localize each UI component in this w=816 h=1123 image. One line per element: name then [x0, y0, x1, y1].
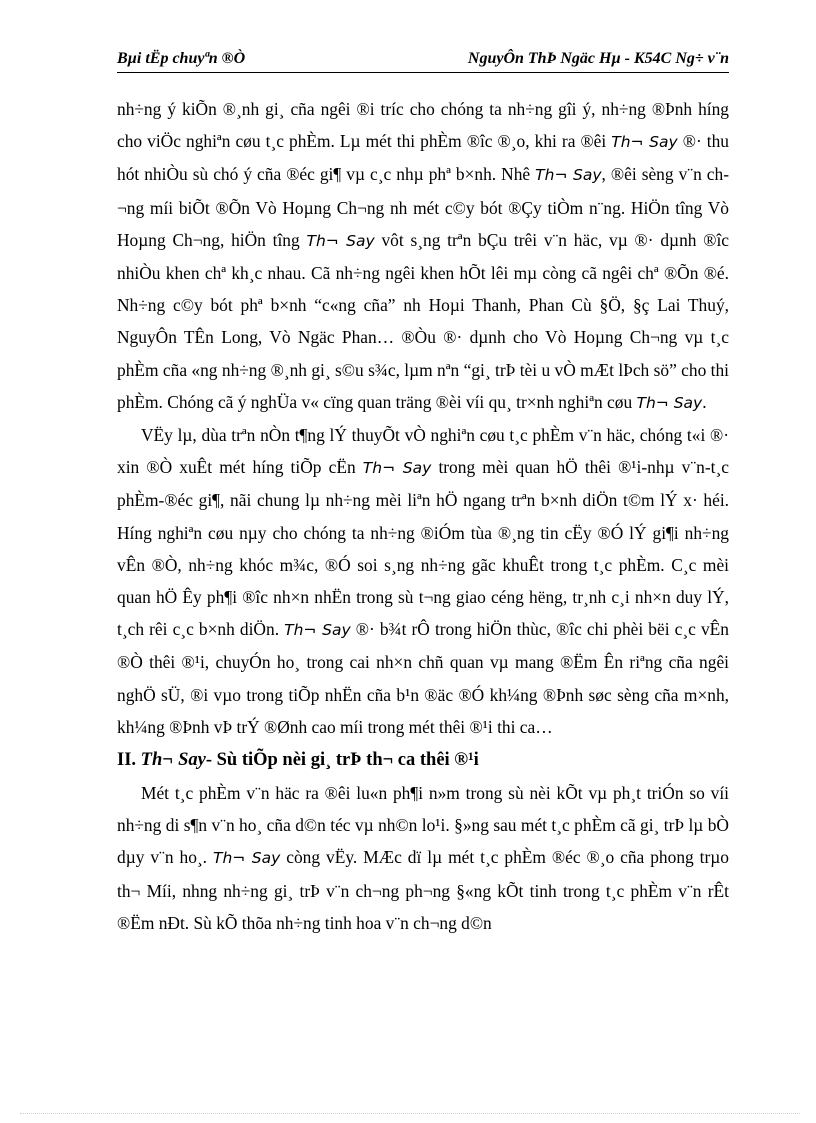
paragraph-1: nh÷ng ý kiÕn ®¸nh gi¸ cña ngêi ®i tríc cho chóng ta nh÷ng gîi ý, nh÷ng ®Þnh híng cho viÖc nghiªn cøu t¸c phÈm. Lµ mét thi phÈm ®îc ®¸o, khi ra ®êi Th¬ Say ®· thu hót nhiÒu sù chó ý cña ®éc gi¶ vµ c¸c nhµ phª b×nh. Nhê Th¬ Say, ®êi sèng v¨n ch¬ng míi biÕt ®Õn Vò Hoµng Ch¬ng nh mét c©y bót ®Çy tiÒm n¨ng. HiÖn tîng Vò Hoµng Ch¬ng, hiÖn tîng Th¬ Say vôt s¸ng trªn bÇu trêi v¨n häc, vµ ®· dµnh ®îc nhiÒu khen chª kh¸c nhau. Cã nh÷ng ngêi khen hÕt lêi mµ còng cã ngêi chª ®Õn ®é. Nh÷ng c©y bót phª b×nh “c«ng cña” nh Hoµi Thanh, Phan Cù §Ö, §ç Lai Thuý, NguyÔn TÊn Long, Vò Ngäc Phan… ®Òu ®· dµnh cho Vò Hoµng Ch¬ng vµ t¸c phÈm cña «ng nh÷ng ®¸nh gi¸ s©u s¾c, lµm nªn “gi¸ trÞ tèi u vÒ mÆt lÞch sö” cho thi phÈm. Chóng cã ý nghÜa v« cïng quan träng ®èi víi qu¸ tr×nh nghiªn cøu Th¬ Say.	[117, 99, 730, 412]
paragraph-2: VËy lµ, dùa trªn nÒn t¶ng lÝ thuyÕt vÒ nghiªn cøu t¸c phÈm v¨n häc, chóng t«i ®· xin ®Ò xuÊt mét híng tiÕp cËn Th¬ Say trong mèi quan hÖ thêi ®¹i-nhµ v¨n-t¸c phÈm-®éc gi¶, nãi chung lµ nh÷ng mèi liªn hÖ ngang trªn b×nh diÖn t©m lÝ x· héi. Híng nghiªn cøu nµy cho chóng ta nh÷ng ®iÓm tùa ®¸ng tin cËy ®Ó lÝ gi¶i nh÷ng vÊn ®Ò, nh÷ng khóc m¾c, ®Ó soi s¸ng nh÷ng gãc khuÊt trong t¸c phÈm. C¸c mèi quan hÖ Êy ph¶i ®îc nh×n nhËn trong sù t¬ng giao céng hëng, tr¸nh c¸i nh×n duy lÝ, t¸ch rêi c¸c b×nh diÖn. Th¬ Say ®· b¾t rÔ trong hiÖn thùc, ®îc chi phèi bëi c¸c vÊn ®Ò thêi ®¹i, chuyÓn ho¸ trong cai nh×n chñ quan vµ mang ®Ëm Ên riªng cña ngêi nghÖ sÜ, ®i vµo trong tiÕp nhËn cña b¹n ®äc ®Ó kh¼ng ®Þnh søc sèng cña m×nh, kh¼ng ®Þnh vÞ trÝ ®Ønh cao míi trong mét thêi ®¹i thi ca…	[117, 425, 729, 737]
work-title: Th¬ Say	[535, 166, 602, 185]
paragraph-3: Mét t¸c phÈm v¨n häc ra ®êi lu«n ph¶i n»m trong sù nèi kÕt vµ ph¸t triÓn so víi nh÷ng di s¶n v¨n ho¸ cña d©n téc vµ nh©n lo¹i. §»ng sau mét t¸c phÈm cã gi¸ trÞ lµ bÒ dµy v¨n ho¸. Th¬ Say còng vËy. MÆc dï lµ mét t¸c phÈm ®éc ®¸o cña phong trµo th¬ Míi, nhng nh÷ng gi¸ trÞ v¨n ch¬ng ph¬ng §«ng kÕt tinh trong t¸c phÈm v¨n rÊt ®Ëm nÐt. Sù kÕ thõa nh÷ng tinh hoa v¨n ch¬ng d©n	[117, 783, 729, 933]
work-title: Th¬ Say	[306, 231, 375, 250]
header-course-title: Bµi tËp chuyªn ®Ò	[117, 50, 246, 67]
header-author: NguyÔn ThÞ Ngäc Hµ - K54C Ng÷ v¨n	[467, 50, 729, 67]
work-title: Th¬ Say	[212, 849, 281, 868]
page-bottom-edge	[20, 1113, 800, 1114]
section-work-title: Th¬ Say	[140, 750, 206, 771]
work-title: Th¬ Say	[362, 459, 432, 478]
work-title: Th¬ Say	[284, 621, 351, 640]
work-title: Th¬ Say	[636, 393, 703, 412]
section-number: II.	[117, 750, 137, 771]
document-body	[117, 93, 729, 939]
page-header	[117, 50, 729, 72]
work-title: Th¬ Say	[611, 133, 678, 152]
section-heading-text: - Sù tiÕp nèi gi¸ trÞ th¬ ca thêi ®¹i	[205, 750, 479, 771]
section-heading	[117, 743, 729, 777]
header-divider	[117, 72, 729, 73]
